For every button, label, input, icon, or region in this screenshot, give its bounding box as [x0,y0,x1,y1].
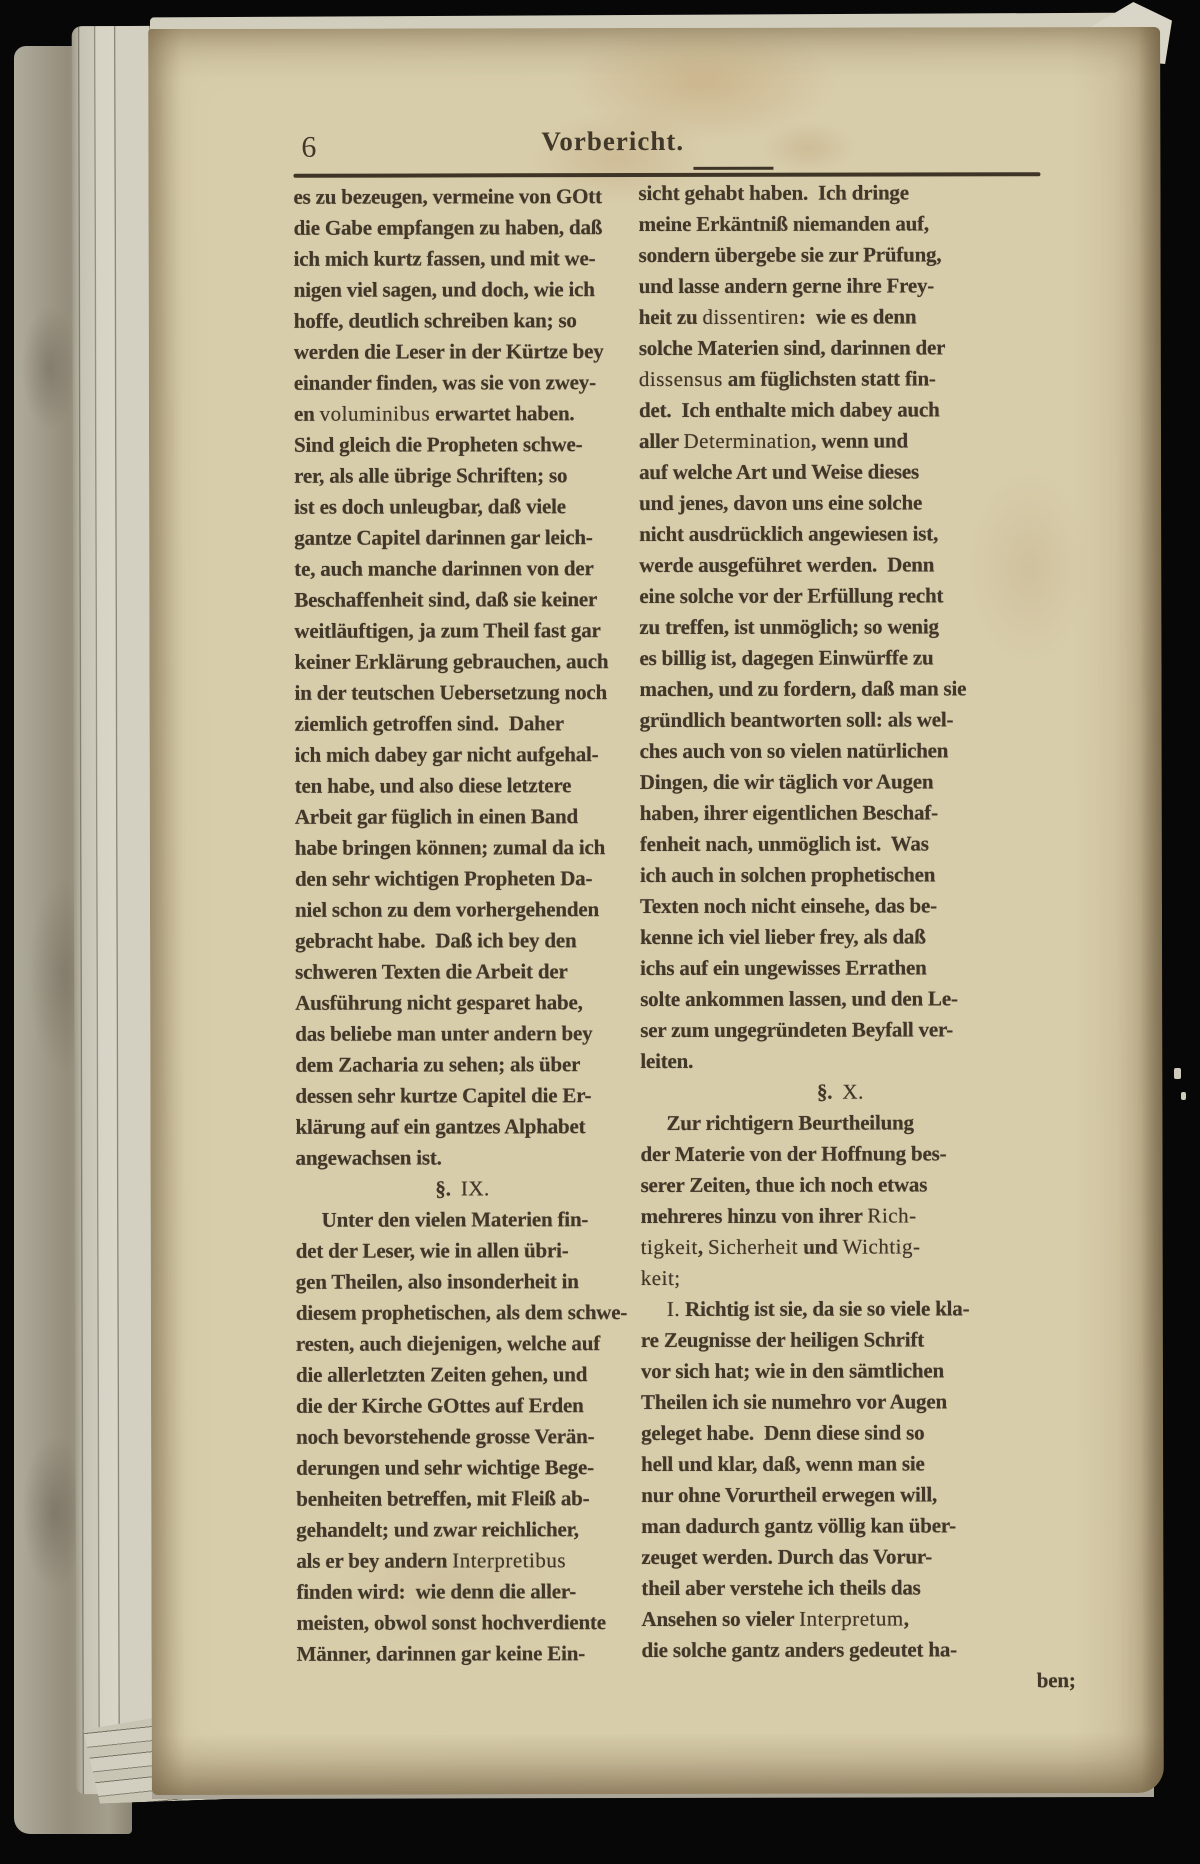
page-number: 6 [301,130,317,164]
text-line: die solche gantz anders gedeutet ha- [641,1637,957,1663]
paper-speck [1181,1092,1186,1100]
text-line: zu treffen, ist unmöglich; so wenig [639,614,939,640]
text-line: Beschaffenheit sind, daß sie keiner [294,587,598,612]
text-line: Texten noch nicht einsehe, das be- [639,893,937,919]
text-line: dissensus am füglichsten statt fin- [638,366,936,392]
text-line: Sind gleich die Propheten schwe- [293,432,583,457]
text-line: werden die Leser in der Kürtze bey [293,339,604,364]
text-line: der Materie von der Hoffnung bes- [640,1141,947,1167]
text-line: re Zeugnisse der heiligen Schrift [640,1327,925,1353]
text-line: rer, als alle übrige Schriften; so [294,463,568,488]
text-line: derungen und sehr wichtige Bege- [296,1455,594,1480]
text-line: I. Richtig ist sie, da sie so viele kla- [666,1296,970,1321]
text-line: weitläuftigen, ja zum Theil fast gar [294,618,601,643]
text-line: Theilen ich sie numehro vor Augen [641,1389,947,1415]
text-line: benheiten betreffen, mit Fleiß ab- [296,1486,590,1511]
text-line: ich mich kurtz fassen, und mit we- [293,246,596,271]
text-line: ich auch in solchen prophetischen [639,862,936,888]
page-edges-left [72,26,155,1794]
text-line: haben, ihrer eigentlichen Beschaf- [639,800,938,826]
text-line: dem Zacharia zu sehen; als über [295,1052,581,1077]
text-line: und lasse andern gerne ihre Frey- [638,273,935,299]
text-line: habe bringen können; zumal da ich [294,835,606,860]
text-line: dessen sehr kurtze Capitel die Er- [295,1083,592,1108]
text-line: geleget habe. Denn diese sind so [641,1420,925,1446]
text-line: angewachsen ist. [295,1145,442,1170]
text-line: serer Zeiten, thue ich noch etwas [640,1172,928,1198]
section-heading: §. X. [816,1079,864,1104]
text-line: ist es doch unleugbar, daß viele [294,494,566,519]
text-line: man dadurch gantz völlig kan über- [641,1513,956,1539]
paper-speck [1174,1068,1181,1079]
text-line: kenne ich viel lieber frey, als daß [640,924,926,950]
text-line: auf welche Art und Weise dieses [639,459,919,485]
text-line: ches auch von so vielen natürlichen [639,738,949,764]
text-line: en voluminibus erwartet haben. [293,401,575,426]
text-line: gehandelt; und zwar reichlicher, [296,1517,579,1542]
text-line: solte ankommen lassen, und den Le- [640,986,958,1012]
text-line: meine Erkäntniß niemanden auf, [638,211,929,237]
text-line: Männer, darinnen gar keine Ein- [296,1641,586,1666]
text-line: aller Determination, wenn und [638,428,908,454]
text-line: tigkeit, Sicherheit und Wichtig- [640,1234,921,1260]
text-line: finden wird: wie denn die aller- [296,1579,577,1604]
text-line: diesem prophetischen, als dem schwe- [295,1300,628,1325]
text-line: werde ausgeführet werden. Denn [639,552,935,578]
section-heading: §. IX. [435,1176,490,1201]
text-line: gebracht habe. Daß ich bey den [295,928,577,953]
text-line: niel schon zu dem vorhergehenden [294,897,599,922]
text-line: es zu bezeugen, vermeine von GOtt [293,184,602,209]
text-line: Ansehen so vieler Interpretum, [641,1606,909,1632]
text-line: zeuget werden. Durch das Vorur- [641,1544,933,1570]
text-line: vor sich hat; wie in den sämtlichen [640,1358,944,1384]
text-line: Arbeit gar füglich in einen Band [294,804,578,829]
text-line: fenheit nach, unmöglich ist. Was [639,831,929,857]
catchword: ben; [1036,1668,1076,1693]
text-line: ichs auf ein ungewisses Errathen [640,955,927,981]
text-line: leiten. [640,1048,694,1074]
text-line: gantze Capitel darinnen gar leich- [294,525,593,550]
text-line: te, auch manche darinnen von der [294,556,594,581]
text-line: Dingen, die wir täglich vor Augen [639,769,934,795]
text-line: die Gabe empfangen zu haben, daß [293,215,603,240]
text-line: den sehr wichtigen Propheten Da- [294,866,593,891]
header-rule-dash [693,167,773,170]
text-line: ten habe, und also diese letztere [294,773,572,798]
text-line: schweren Texten die Arbeit der [295,959,568,984]
text-line: hoffe, deutlich schreiben kan; so [293,308,577,333]
text-line: ser zum ungegründeten Beyfall ver- [640,1017,954,1043]
text-line: nicht ausdrücklich angewiesen ist, [639,521,939,547]
text-line: noch bevorstehende grosse Verän- [296,1424,595,1449]
text-line: Unter den vielen Materien fin- [321,1207,589,1232]
running-title: Vorbericht. [541,125,685,157]
text-line: sicht gehabt haben. Ich dringe [638,180,909,206]
text-line: heit zu dissentiren: wie es denn [638,304,917,330]
text-line: klärung auf ein gantzes Alphabet [295,1114,586,1139]
text-line: die der Kirche GOttes auf Erden [296,1393,584,1418]
text-line: mehreres hinzu von ihrer Rich- [640,1203,917,1229]
text-line: nigen viel sagen, und doch, wie ich [293,277,595,302]
text-line: nur ohne Vorurtheil erwegen will, [641,1482,938,1508]
text-line: ich mich dabey gar nicht aufgehal- [294,742,599,767]
text-line: als er bey andern Interpretibus [296,1548,567,1573]
text-line: keiner Erklärung gebrauchen, auch [294,649,609,674]
text-line: gründlich beantworten soll: als wel- [639,707,954,733]
text-line: Ausführung nicht gesparet habe, [295,990,583,1015]
text-line: in der teutschen Uebersetzung noch [294,680,608,705]
text-line: resten, auch diejenigen, welche auf [295,1331,601,1356]
text-line: ziemlich getroffen sind. Daher [294,711,564,736]
text-line: eine solche vor der Erfüllung recht [639,583,944,609]
text-line: sondern übergebe sie zur Prüfung, [638,242,942,268]
text-line: gen Theilen, also insonderheit in [295,1269,579,1294]
text-line: es billig ist, dagegen Einwürffe zu [639,645,934,671]
text-line: hell und klar, daß, wenn man sie [641,1451,925,1477]
text-column-right [638,177,1076,1697]
text-line: die allerletzten Zeiten gehen, und [295,1362,588,1387]
text-line: keit; [640,1265,681,1291]
text-column-left [293,181,630,1670]
text-line: das beliebe man unter andern bey [295,1021,593,1046]
text-block [293,123,1076,1693]
text-line: meisten, obwol sonst hochverdiente [296,1610,606,1635]
text-line: einander finden, was sie von zwey- [293,370,596,395]
text-line: det der Leser, wie in allen übri- [295,1238,569,1263]
text-line: machen, und zu fordern, daß man sie [639,676,967,702]
text-line: det. Ich enthalte mich dabey auch [638,397,940,423]
text-line: solche Materien sind, darinnen der [638,335,946,361]
text-line: und jenes, davon uns eine solche [639,490,923,516]
book-page [148,27,1164,1795]
text-line: Zur richtigern Beurtheilung [666,1110,914,1135]
text-line: theil aber verstehe ich theils das [641,1575,921,1601]
